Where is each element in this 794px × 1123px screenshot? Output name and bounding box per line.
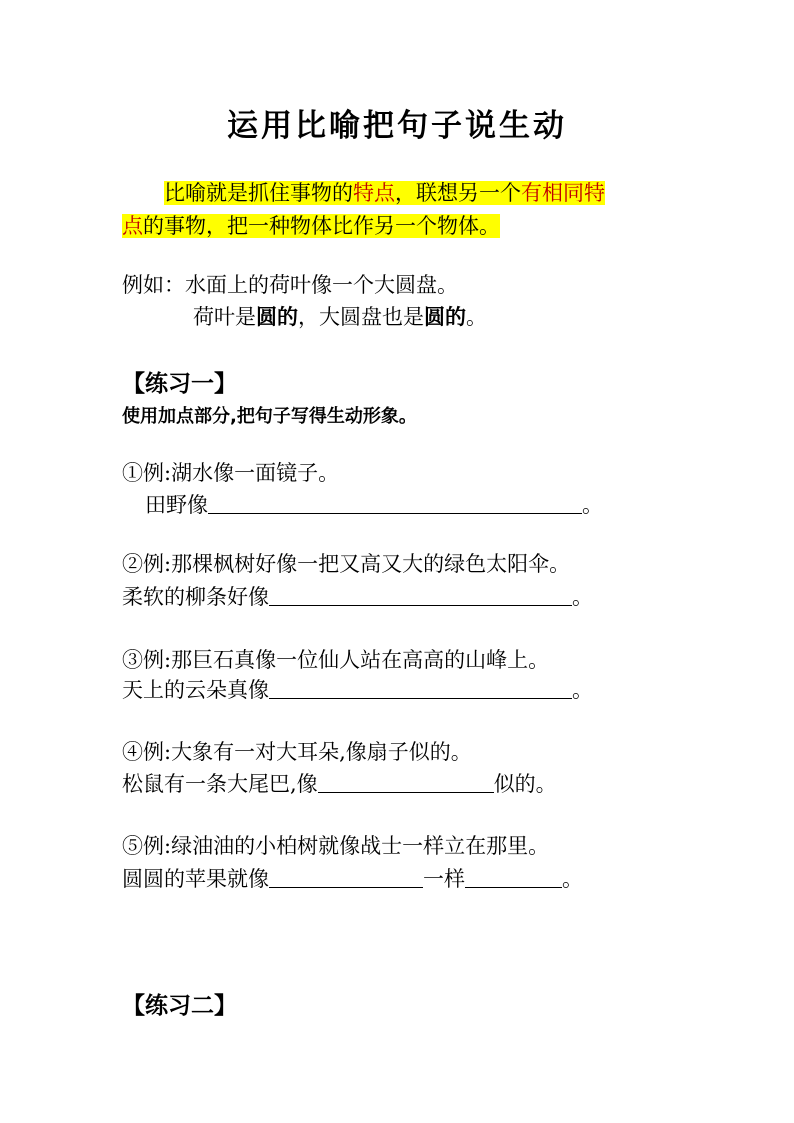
exercise-1-answer-line [145, 490, 603, 520]
intro-line-2 [122, 210, 605, 243]
answer-blank[interactable] [269, 865, 423, 888]
exercise-4-example: ④例:大象有一对大耳朵,像扇子似的。 [122, 740, 472, 764]
page-title: 运用比喻把句子说生动 [227, 108, 567, 144]
exercise-prompt: 天上的云朵真像 [122, 678, 269, 702]
example-label: 例如： [122, 273, 185, 297]
exercise-end: 似的。 [493, 772, 557, 796]
exercise-prompt: 田野像 [145, 493, 208, 517]
practice-1-heading: 【练习一】 [122, 371, 237, 397]
example-sentence [122, 270, 458, 300]
exercise-5-example: ⑤例:绿油油的小柏树就像战士一样立在那里。 [122, 834, 550, 858]
exercise-end: 。 [562, 867, 583, 891]
exercise-5-answer-line [122, 864, 583, 894]
practice-2-heading: 【练习二】 [122, 993, 237, 1019]
exercise-2-answer-line [122, 582, 593, 612]
intro-line-1 [122, 177, 605, 210]
exercise-2-example: ②例:那棵枫树好像一把又高又大的绿色太阳伞。 [122, 552, 571, 576]
exercise-4-answer-line [122, 769, 557, 799]
practice-1-instruction: 使用加点部分,把句子写得生动形象。 [122, 406, 417, 427]
intro-keyword-feature: 特点 [353, 181, 395, 205]
explanation-text: 。 [466, 305, 487, 329]
exercise-prompt: 柔软的柳条好像 [122, 585, 269, 609]
exercise-3-example: ③例:那巨石真像一位仙人站在高高的山峰上。 [122, 648, 550, 672]
exercise-mid: 一样 [423, 867, 465, 891]
example-explanation [193, 302, 487, 332]
answer-blank[interactable] [269, 676, 572, 699]
answer-blank[interactable] [208, 491, 582, 514]
answer-blank[interactable] [269, 583, 572, 606]
intro-keyword-same: 有相同特 [521, 181, 605, 205]
example-text: 水面上的荷叶像一个大圆盘。 [185, 273, 458, 297]
exercise-end: 。 [572, 585, 593, 609]
exercise-end: 。 [582, 493, 603, 517]
explanation-text: ，大圆盘也是 [298, 305, 424, 329]
intro-text: 的事物，把一种物体比作另一个物体。 [143, 214, 500, 238]
exercise-prompt: 圆圆的苹果就像 [122, 867, 269, 891]
intro-text: ，联想另一个 [395, 181, 521, 205]
exercise-3-answer-line [122, 675, 593, 705]
answer-blank[interactable] [465, 865, 562, 888]
intro-keyword-same-end: 点 [122, 214, 143, 238]
intro-definition [122, 177, 605, 243]
answer-blank[interactable] [318, 770, 494, 793]
explanation-text: 荷叶是 [193, 305, 256, 329]
explanation-keyword: 圆的 [424, 304, 466, 329]
exercise-prompt: 松鼠有一条大尾巴,像 [122, 772, 318, 796]
exercise-1-example: ①例:湖水像一面镜子。 [122, 461, 340, 485]
explanation-keyword: 圆的 [256, 304, 298, 329]
exercise-end: 。 [572, 678, 593, 702]
intro-text: 比喻就是抓住事物的 [164, 181, 353, 205]
